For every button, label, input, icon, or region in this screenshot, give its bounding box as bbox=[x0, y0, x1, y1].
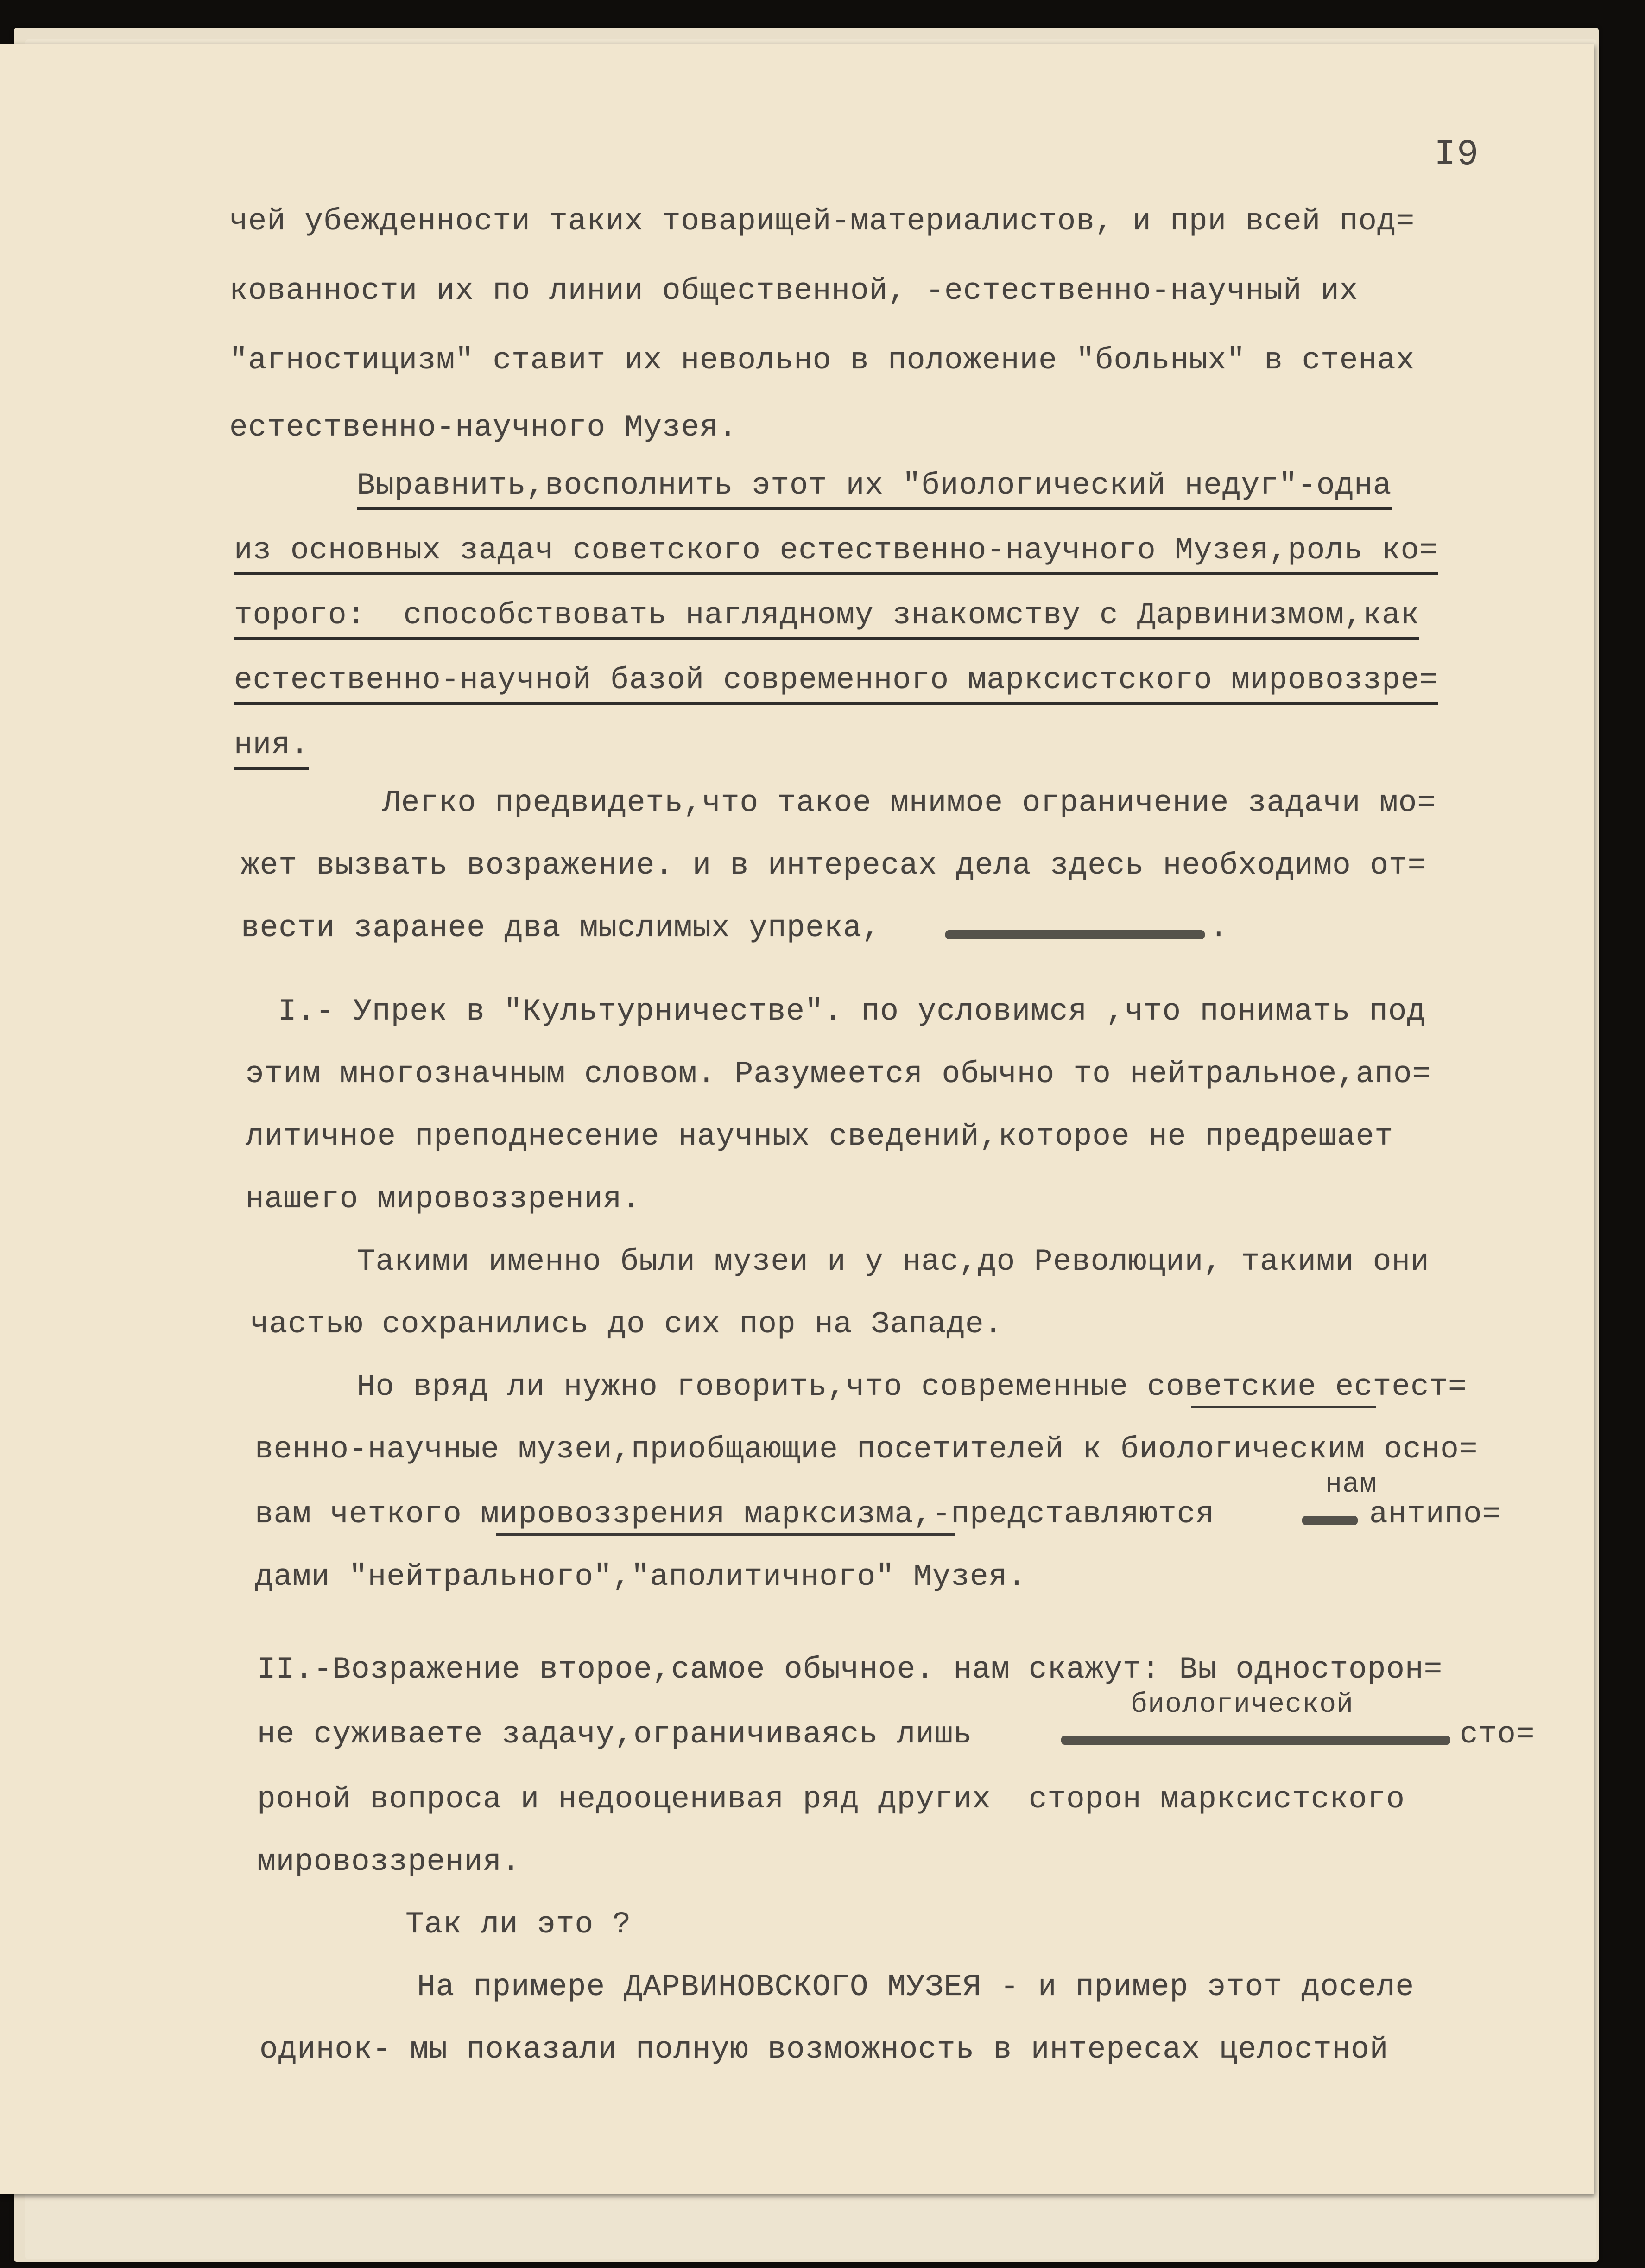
underlined-line: ния. bbox=[234, 728, 309, 770]
text-line: чей убежденности таких товарищей-материалистов, и при всей под= bbox=[229, 204, 1415, 239]
underlined-line: из основных задач советского естественно-научного Музея,роль ко= bbox=[234, 533, 1438, 575]
page-number: I9 bbox=[1434, 134, 1480, 175]
interlinear-insertion: биологической bbox=[1131, 1689, 1354, 1721]
underline-mark bbox=[496, 1531, 955, 1536]
text-line: частью сохранились до сих пор на Западе. bbox=[250, 1307, 1003, 1342]
text-line: I.- Упрек в "Культурничестве". по условимся ,что понимать под bbox=[278, 994, 1426, 1029]
text-line: сто= bbox=[1460, 1717, 1535, 1752]
text-line: Такими именно были музеи и у нас,до Революции, такими они bbox=[357, 1244, 1430, 1279]
text-line: естественно-научного Музея. bbox=[229, 410, 738, 445]
text-line: Так ли это ? bbox=[405, 1907, 632, 1942]
text-line: жет вызвать возражение. и в интересах дела здесь необходимо от= bbox=[241, 848, 1427, 883]
text-line: одинок- мы показали полную возможность в интересах целостной bbox=[259, 2032, 1389, 2067]
text-line: дами "нейтрального","аполитичного" Музея. bbox=[255, 1559, 1026, 1594]
text-line: . bbox=[1209, 911, 1228, 945]
text-line: II.-Возражение второе,самое обычное. нам скажут: Вы односторон= bbox=[257, 1652, 1443, 1687]
strikethrough-mark bbox=[945, 930, 1205, 939]
text-line: "агностицизм" ставит их невольно в положение "больных" в стенах bbox=[229, 343, 1415, 378]
text-line: литичное преподнесение научных сведений,которое не предрешает bbox=[246, 1119, 1393, 1154]
strikethrough-mark bbox=[1061, 1736, 1450, 1745]
text-line: вести заранее два мыслимых упрека, bbox=[241, 911, 881, 945]
text-line: вам четкого мировоззрения марксизма,-представляются bbox=[255, 1497, 1215, 1532]
text-line: Но вряд ли нужно говорить,что современные советские естест= bbox=[357, 1369, 1467, 1404]
text-line: кованности их по линии общественной, -естественно-научный их bbox=[229, 273, 1359, 308]
interlinear-insertion: нам bbox=[1325, 1469, 1377, 1501]
text-line: венно-научные музеи,приобщающие посетителей к биологическим осно= bbox=[255, 1432, 1478, 1467]
text-line: нашего мировоззрения. bbox=[246, 1182, 641, 1216]
underline-mark bbox=[1191, 1403, 1376, 1408]
text-line: мировоззрения. bbox=[257, 1844, 521, 1879]
text-line: Легко предвидеть,что такое мнимое ограничение задачи мо= bbox=[382, 786, 1436, 820]
strikethrough-mark bbox=[1302, 1516, 1358, 1525]
underlined-line: естественно-научной базой современного марксистского мировоззре= bbox=[234, 663, 1438, 705]
text-line: этим многозначным словом. Разумеется обычно то нейтральное,апо= bbox=[246, 1057, 1431, 1091]
document-page bbox=[0, 44, 1594, 2194]
underlined-line: торого: способствовать наглядному знакомству с Дарвинизмом,как bbox=[234, 598, 1419, 640]
underlined-line: Выравнить,восполнить этот их "биологический недуг"-одна bbox=[357, 468, 1392, 510]
text-line: роной вопроса и недооценивая ряд других сторон марксистского bbox=[257, 1782, 1405, 1817]
text-line: антипо= bbox=[1369, 1497, 1501, 1532]
text-line: не суживаете задачу,ограничиваясь лишь bbox=[257, 1717, 973, 1752]
text-line: На примере ДАРВИНОВСКОГО МУЗЕЯ - и пример этот доселе bbox=[417, 1970, 1415, 2004]
